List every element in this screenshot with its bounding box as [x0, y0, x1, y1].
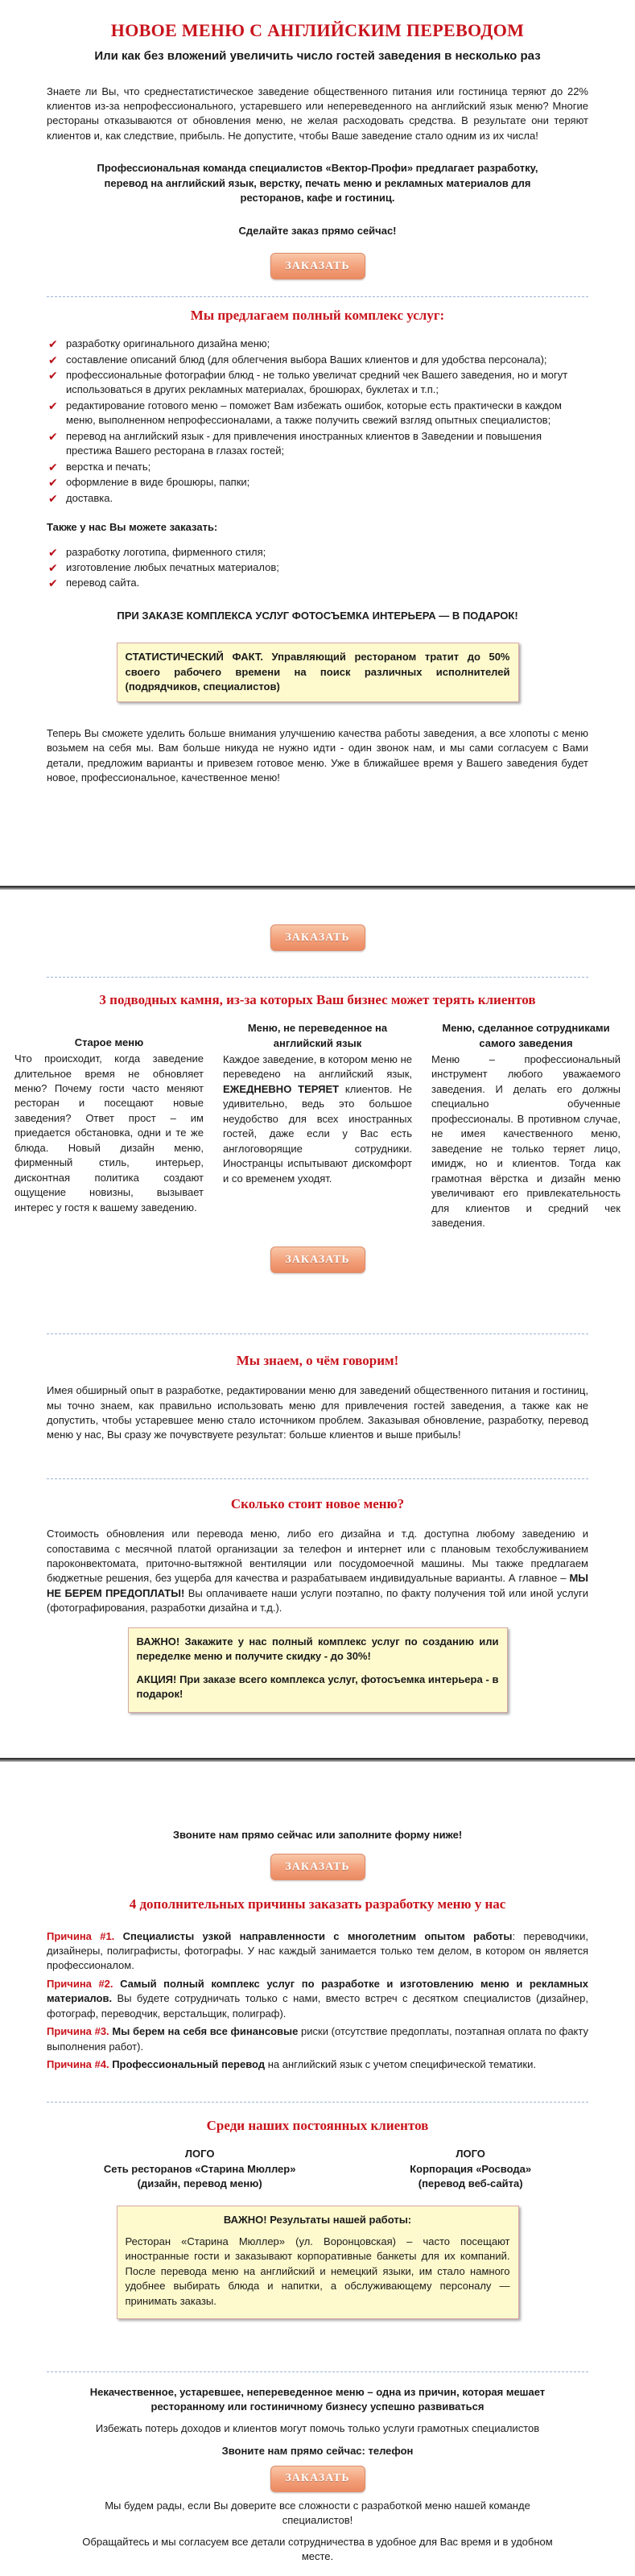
footer-bold: Некачественное, устаревшее, непереведенное меню – одна из причин, которая мешает ресторанному или гостиничному бизнесу успешно развиваться: [89, 2386, 546, 2413]
team-text: Профессиональная команда специалистов «Вектор-Профи» предлагает разработку, перевод на английский язык, верстку, печать меню и рекламных материалов для ресторанов, кафе и гостиниц.: [97, 162, 538, 205]
hero-section: [0, 18, 635, 279]
pitfall-old-menu: [14, 1021, 204, 1234]
pitfalls-heading: 3 подводных камня, из-за которых Ваш бизнес может терять клиентов: [99, 992, 536, 1007]
client-name: Сеть ресторанов «Старина Мюллер»: [103, 2162, 296, 2175]
client-logo: ЛОГО: [184, 2148, 215, 2160]
check-icon: ✔: [48, 429, 58, 443]
list-item: ✔ редактирование готового меню – поможет Вам избежать ошибок, которые есть практически в каждом меню, выполненном непрофессионалами, а также получить свежий взгляд опытных специалистов;: [48, 399, 562, 427]
reasons-list: [47, 1929, 588, 2073]
client-right: [410, 2147, 531, 2191]
pitfalls-columns: [14, 1021, 621, 1234]
pitfall-text: Каждое заведение, в котором меню не переведено на английский язык, ЕЖЕДНЕВНО ТЕРЯЕТ клиентов. Не удивительно, ведь это большое неудобство для всех иностранных гостей, даже если у Вас есть англоговорящие сотрудники. Иностранцы испытывают дискомфорт и со временем уходят.: [223, 1053, 412, 1185]
list-item: ✔ изготовление любых печатных материалов;: [47, 560, 588, 575]
services-section: [0, 306, 635, 789]
check-icon: ✔: [48, 460, 58, 473]
know-section: [0, 1351, 635, 1446]
check-icon: ✔: [48, 545, 58, 559]
client-logo: ЛОГО: [456, 2148, 485, 2160]
price-text: Стоимость обновления или перевода меню, либо его дизайна и т.д. доступна любому заведению и сопоставима с месячной платой организации за телефон и интернет или с плановым техобслуживанием пароконвектомата, приточно-вытяжной вентиляции или посудомоечной машины. Мы также предлагаем бюджетные решения, без ущерба для качества и разрабатываем индивидуальные варианты. А главное – МЫ НЕ БЕРЕМ ПРЕДОПЛАТЫ! Вы оплачиваете наши услуги поэтапно, по факту получения той или иной услуги (фотографирования, разработки дизайна и т.д.).: [47, 1528, 588, 1615]
also-heading: Также у нас Вы можете заказать:: [47, 521, 218, 534]
discount-text: ВАЖНО! Закажите у нас полный комплекс услуг по созданию или переделке меню и получите скидку - до 30%!: [136, 1635, 499, 1663]
order-button[interactable]: ЗАКАЗАТЬ: [270, 253, 365, 279]
know-heading: Мы знаем, о чём говорим!: [236, 1353, 399, 1368]
promo-text: АКЦИЯ! При заказе всего комплекса услуг, фотосъемка интерьера - в подарок!: [136, 1673, 499, 1701]
services-heading: Мы предлагаем полный комплекс услуг:: [190, 308, 445, 323]
price-heading: Сколько стоит новое меню?: [230, 1496, 405, 1511]
divider: [0, 2102, 635, 2103]
divider: [0, 296, 635, 297]
list-item: Причина #3. Мы берем на себя все финансовые риски (отсутствие предоплаты, поэтапная оплата по факту выполнения работ).: [47, 2025, 588, 2053]
client-left: [104, 2147, 296, 2191]
services-outro: Теперь Вы сможете уделить больше внимания улучшению качества работы заведения, а все хлопоты с меню возьмем на себя мы. Вам больше никуда не нужно идти - один звонок нам, и мы сами согласуем с Вами детали, предложим варианты и привезем готовое меню. Уже в ближайшее время у Вашего заведения будет новое, профессиональное, качественное меню!: [47, 726, 588, 784]
clients-section: [0, 2116, 635, 2319]
know-text: Имея обширный опыт в разработке, редактировании меню для заведений общественного питания и гостиниц, мы точно знаем, как правильно использовать меню для привлечения гостей заведения, а также как не допустить, чтобы устаревшее меню стало источником проблем. Заказывая обновление, разработку, перевод меню у нас, Вы сразу же почувствуете результат: больше клиентов и выше прибыль!: [47, 1384, 588, 1441]
reasons-section: [0, 1828, 635, 2076]
pitfall-title: Старое меню: [74, 1036, 144, 1048]
order-button[interactable]: ЗАКАЗАТЬ: [270, 924, 365, 951]
check-icon: ✔: [48, 491, 58, 505]
divider: [0, 1478, 635, 1479]
order-button[interactable]: ЗАКАЗАТЬ: [270, 1854, 365, 1880]
list-item: ✔ доставка.: [47, 491, 588, 506]
list-item: ✔ оформление в виде брошюры, папки;: [47, 475, 588, 490]
list-item: ✔ перевод сайта.: [47, 576, 588, 590]
check-icon: ✔: [48, 577, 58, 590]
client-name: Корпорация «Росвода»: [410, 2162, 532, 2175]
gift-text: ПРИ ЗАКАЗЕ КОМПЛЕКСА УСЛУГ ФОТОСЪЕМКА ИНТЕРЬЕРА — В ПОДАРОК!: [117, 609, 518, 622]
list-item: ✔ составление описаний блюд (для облегчения выбора Ваших клиентов и для удобства персонала);: [47, 353, 588, 367]
pitfall-title: Меню, сделанное сотрудниками самого заведения: [442, 1022, 610, 1049]
clients-heading: Среди наших постоянных клиентов: [206, 2118, 429, 2133]
list-item: ✔ разработку оригинального дизайна меню;: [47, 337, 588, 351]
footer-section: [0, 2385, 635, 2568]
footer-line: Избежать потерь доходов и клиентов могут помочь только услуги грамотных специалистов: [95, 2421, 540, 2434]
pitfall-text: Меню – профессиональный инструмент любого уважаемого заведения. И делать его должны специально обученные профессионалы. В противном случае, не имея качественного меню, заведение не только теряет лицо, имидж, но и клиентов. Тогда как грамотная вёрстка и дизайн меню увеличивают его привлекательность для клиентов и средний чек заведения.: [431, 1053, 621, 1230]
clients-logos: [47, 2147, 588, 2191]
list-item: Причина #4. Профессиональный перевод на английский язык с учетом специфической тематики.: [47, 2058, 536, 2071]
stat-fact-box: СТАТИСТИЧЕСКИЙ ФАКТ. Управляющий рестораном тратит до 50% своего рабочего времени на поиск различных исполнителей (подрядчиков, специалистов): [117, 643, 519, 701]
cta-text: Сделайте заказ прямо сейчас!: [238, 224, 397, 237]
discount-box: [128, 1627, 508, 1713]
footer-glad: Мы будем рады, если Вы доверите все сложности с разработкой меню нашей команде специалистов!: [105, 2499, 530, 2527]
order-button[interactable]: ЗАКАЗАТЬ: [270, 2466, 365, 2492]
page-break: [0, 886, 635, 890]
services-list: [47, 337, 588, 506]
price-section: [0, 1495, 635, 1713]
page-title: НОВОЕ МЕНЮ С АНГЛИЙСКИМ ПЕРЕВОДОМ: [110, 20, 525, 40]
list-item: ✔ профессиональные фотографии блюд - не только увеличат средний чек Вашего заведения, но и могут использоваться в других рекламных материалах, брошюрах, буклетах и т.п.;: [48, 369, 568, 396]
intro-text: Знаете ли Вы, что среднестатистическое заведение общественного питания или гостиница теряют до 22% клиентов из-за непрофессионального, устаревшего или непереведенного на английский язык меню? Многие рестораны отказываются от обновления меню, не желая расходовать средства. В результате они теряют клиентов и, как следствие, прибыль. Не допустите, чтобы Ваше заведение стало одним из их числа!: [47, 85, 588, 142]
check-icon: ✔: [48, 337, 58, 351]
divider: [0, 2371, 635, 2372]
call-text: Звоните нам прямо сейчас или заполните форму ниже!: [172, 1829, 463, 1841]
check-icon: ✔: [48, 476, 58, 490]
pitfall-text: Что происходит, когда заведение длительное время не обновляет меню? Почему гости часто меняют ресторан и посещают новые заведения? Ответ прост – им приедается обстановка, одни и те же блюда. Новый дизайн меню, фирменный стиль, интерьер, дисконтная политика создают ощущение новизны, вызывает интерес у гостя к вашему заведению.: [14, 1052, 204, 1214]
client-note: (перевод веб-сайта): [418, 2177, 523, 2190]
footer-last: Обращайтесь и мы согласуем все детали сотрудничества в удобное для Вас время и в удобном месте.: [82, 2535, 553, 2563]
list-item: ✔ перевод на английский язык - для привлечения иностранных клиентов в Заведении и повышения престижа Вашего ресторана в глазах гостей;: [48, 429, 542, 457]
pitfall-title: Меню, не переведенное на английский язык: [247, 1022, 388, 1049]
client-note: (дизайн, перевод меню): [137, 2177, 262, 2190]
results-box: [117, 2206, 519, 2319]
reasons-heading: 4 дополнительных причины заказать разработку меню у нас: [129, 1896, 506, 1912]
also-list: [47, 545, 588, 591]
check-icon: ✔: [48, 369, 58, 382]
page-subtitle: Или как без вложений увеличить число гостей заведения в несколько раз: [94, 49, 541, 64]
list-item: Причина #1. Специалисты узкой направленности с многолетним опытом работы: переводчики, дизайнеры, полиграфисты, фотографы. У нас каждый занимается только тем делом, в котором он является профессионалом.: [47, 1929, 588, 1972]
pitfalls-section: [0, 924, 635, 1273]
page-break: [0, 1758, 635, 1762]
pitfall-inhouse: [431, 1021, 621, 1234]
results-title: ВАЖНО! Результаты нашей работы:: [223, 2214, 412, 2227]
list-item: Причина #2. Самый полный комплекс услуг по разработке и изготовлению меню и рекламных материалов. Вы будете сотрудничать только с нами, вместо встреч с десятком специалистов (дизайнер, фотограф, переводчик, верстальщик, полиграф).: [47, 1977, 588, 2020]
results-text: Ресторан «Старина Мюллер» (ул. Воронцовская) – часто посещают иностранные гости и заказывают корпоративные банкеты для их компаний. После перевода меню на английский и немецкий языки, им стало намного удобнее выбирать блюда и напитки, а обслуживающему персоналу — принимать заказы.: [125, 2235, 510, 2307]
divider: [0, 1333, 635, 1334]
pitfall-untranslated: [223, 1021, 412, 1234]
check-icon: ✔: [48, 561, 58, 575]
check-icon: ✔: [48, 353, 58, 366]
list-item: ✔ разработку логотипа, фирменного стиля;: [47, 545, 588, 560]
order-button[interactable]: ЗАКАЗАТЬ: [270, 1247, 365, 1273]
check-icon: ✔: [48, 399, 58, 412]
list-item: ✔ верстка и печать;: [47, 460, 588, 474]
footer-call: Звоните нам прямо сейчас: телефон: [221, 2445, 414, 2458]
